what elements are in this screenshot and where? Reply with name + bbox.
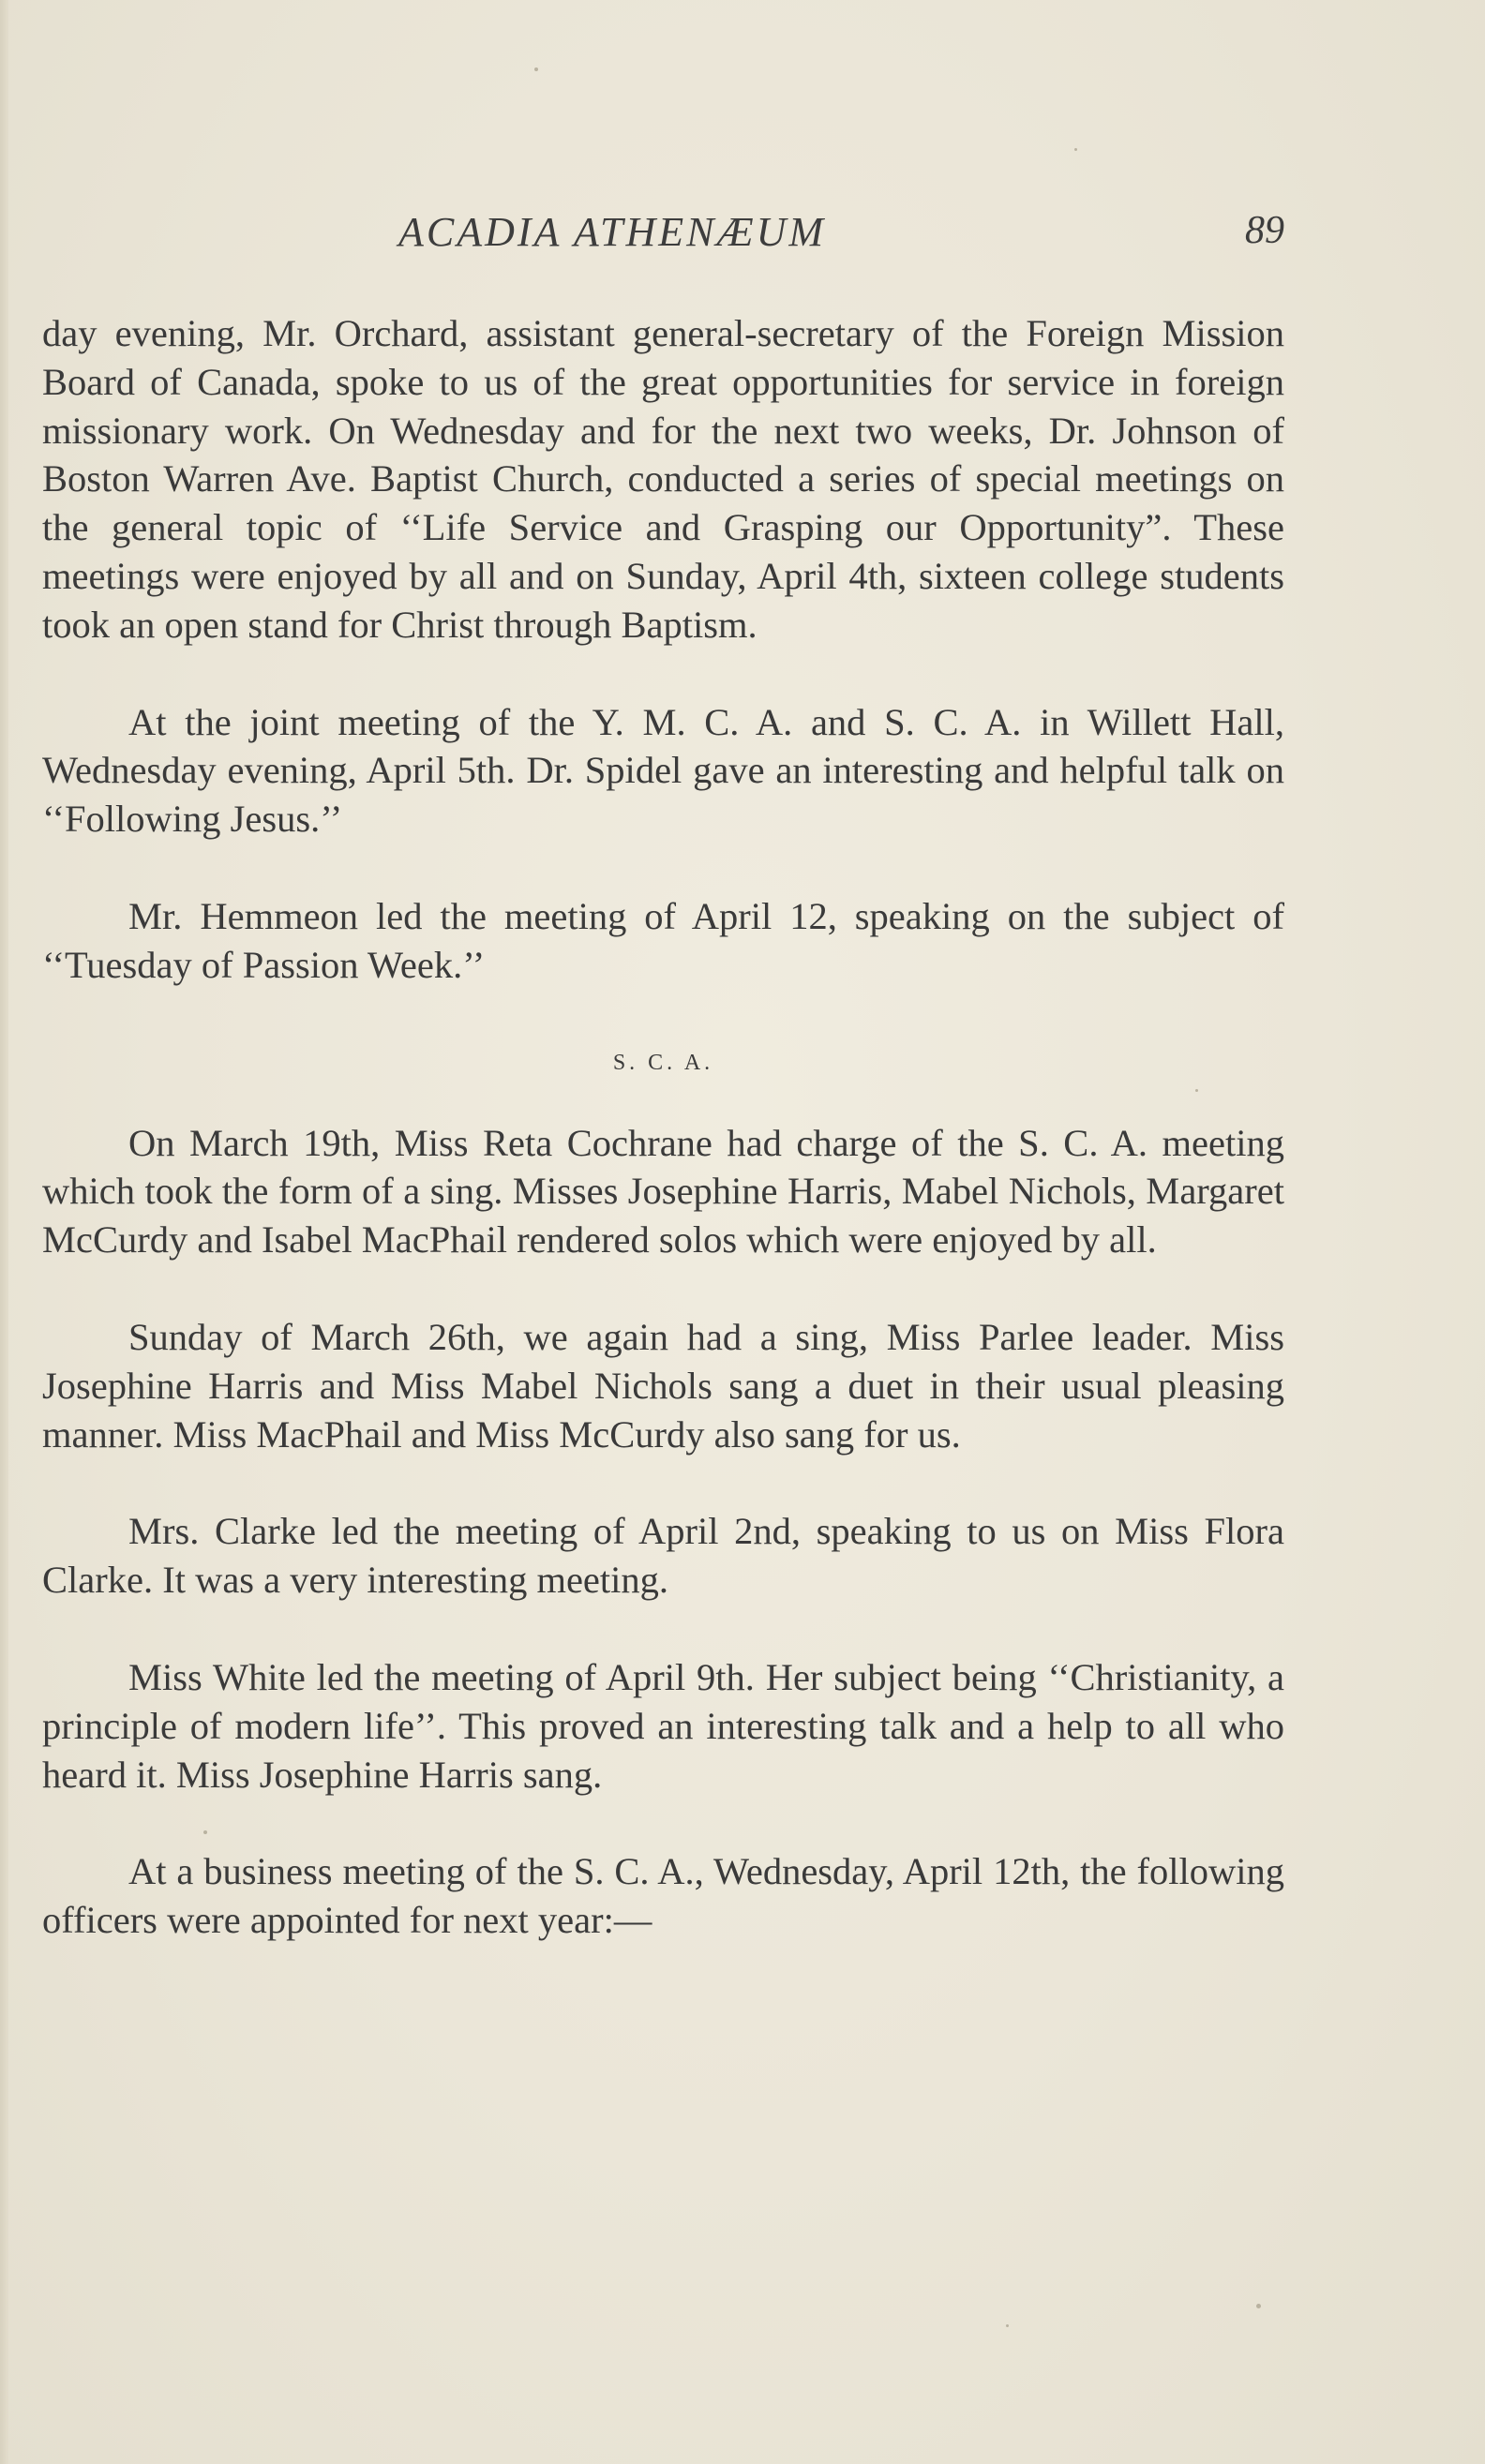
page-number: 89 [1245, 209, 1284, 252]
paragraph-march-26: Sunday of March 26th, we again had a sing, Miss Parlee leader. Miss Josephine Harris and Miss Mabel Nichols sang a duet in their usual pleasing manner. Miss MacPhail and Miss McCurdy also sang for us. [42, 1315, 1284, 1456]
paragraph-april-2: Mrs. Clarke led the meeting of April 2nd, speaking to us on Miss Flora Clarke. It was a very interesting meeting. [42, 1510, 1284, 1602]
paper-speck [203, 1830, 207, 1834]
paragraph-continued: day evening, Mr. Orchard, assistant general-secretary of the Foreign Mission Board of Canada, spoke to us of the great opportunities for service in foreign missionary work. On Wednesday and for the next two weeks, Dr. Johnson of Boston Warren Ave. Baptist Church, conducted a series of special meetings on the general topic of ‘‘Life Service and Grasping our Opportunity”. These meetings were enjoyed by all and on Sunday, April 4th, sixteen college students took an open stand for Christ through Baptism. [42, 312, 1284, 646]
paper-speck [534, 67, 538, 71]
paragraph-march-19: On March 19th, Miss Reta Cochrane had charge of the S. C. A. meeting which took the form of a sing. Misses Josephine Harris, Mabel Nichols, Margaret McCurdy and Isabel MacPhail rendered solos which were enjoyed by all. [42, 1121, 1284, 1262]
body-text [42, 309, 1284, 1945]
paper-speck [1195, 1089, 1198, 1092]
page-header [42, 208, 1284, 264]
paper-speck [1074, 148, 1077, 151]
paper-speck [1256, 2304, 1261, 2308]
section-heading-sca: S. C. A. [612, 1050, 714, 1075]
paragraph-business-meeting: At a business meeting of the S. C. A., Wednesday, April 12th, the following officers were appointed for next year:— [42, 1850, 1284, 1942]
paragraph-april-9: Miss White led the meeting of April 9th. Her subject being ‘‘Christianity, a principle of modern life’’. This proved an interesting talk and a help to all who heard it. Miss Josephine Harris sang. [42, 1655, 1284, 1796]
page-binding-edge [0, 0, 8, 2464]
running-title: ACADIA ATHENÆUM [398, 209, 827, 255]
paper-speck [1006, 2324, 1009, 2327]
paragraph-joint-meeting: At the joint meeting of the Y. M. C. A. and S. C. A. in Willett Hall, Wednesday evening, April 5th. Dr. Spidel gave an interesting and helpful talk on ‘‘Following Jesus.’’ [42, 700, 1284, 841]
paragraph-hemmeon: Mr. Hemmeon led the meeting of April 12, speaking on the subject of ‘‘Tuesday of Passion Week.’’ [42, 894, 1284, 986]
